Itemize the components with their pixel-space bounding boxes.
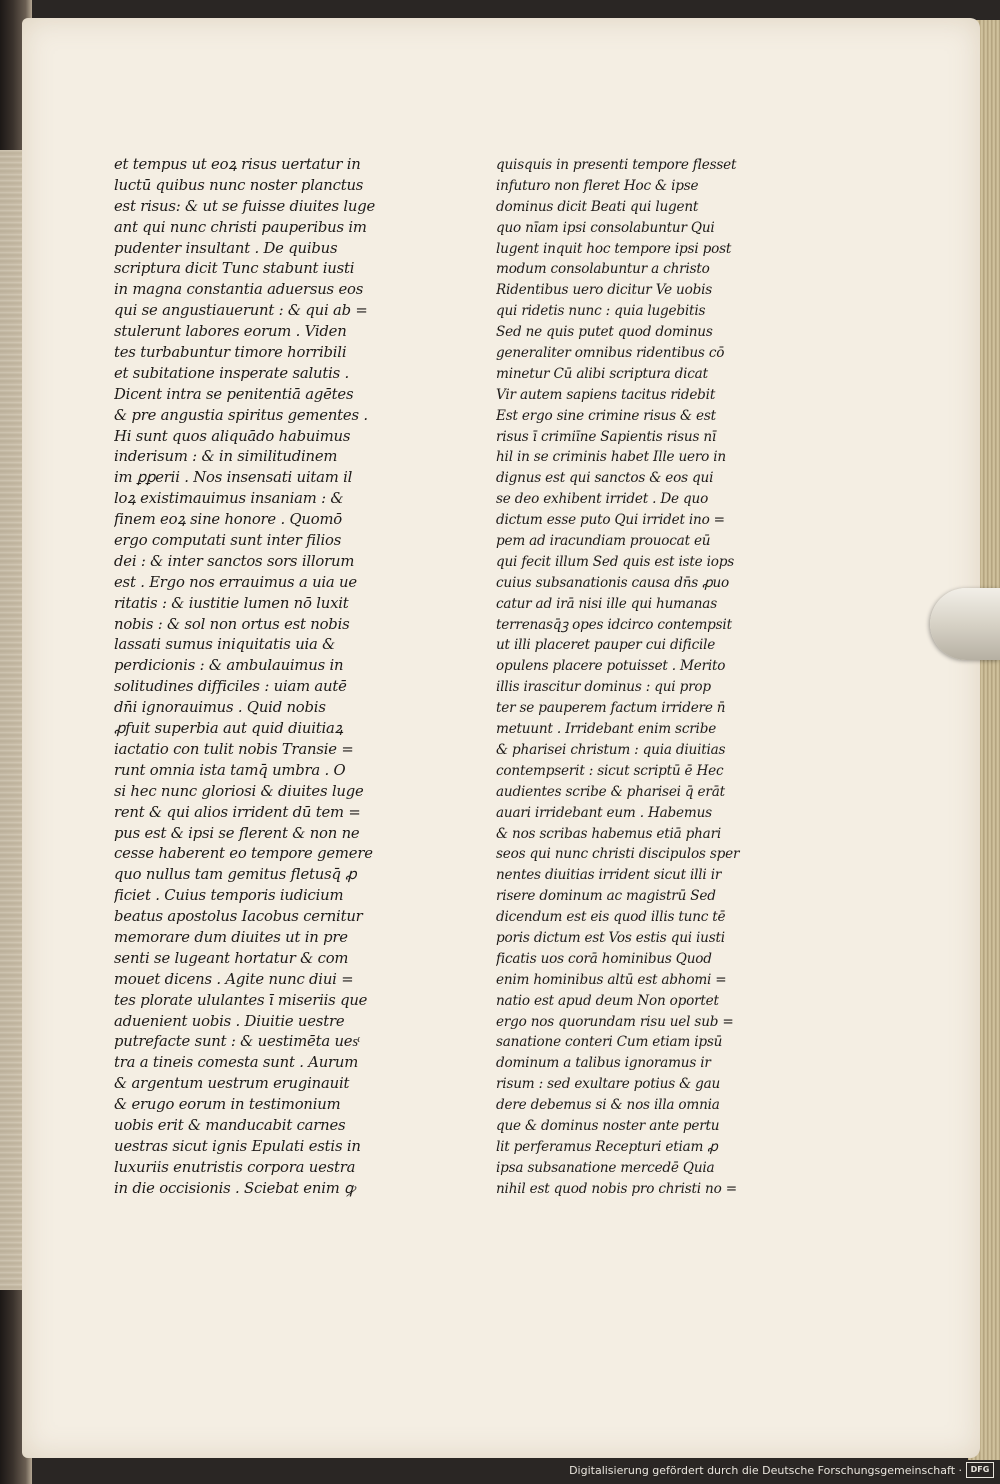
text-line: Est ergo sine crimine risus & est	[496, 407, 716, 424]
text-line: est risus: & ut se fuisse diuites luge	[114, 197, 376, 215]
text-line: luxuriis enutristis corpora uestra	[114, 1158, 356, 1176]
text-line: ficatis uos corā hominibus Quod	[496, 950, 712, 967]
text-line: minetur Cū alibi scriptura dicat	[496, 365, 708, 382]
text-line: & pre angustia spiritus gementes .	[114, 406, 368, 424]
text-line: enim hominibus altū est abhomi =	[496, 971, 727, 988]
text-line: inderisum : & in similitudinem	[114, 448, 338, 466]
credit-text: Digitalisierung gefördert durch die Deutsche Forschungsgemeinschaft ·	[569, 1463, 962, 1477]
text-line: ter se pauperem factum irridere n̄	[496, 700, 726, 717]
text-line: tes plorate ululantes ī miseriis que	[114, 991, 368, 1009]
text-line: catur ad irā nisi ille qui humanas	[496, 595, 717, 612]
text-line: & argentum uestrum eruginauit	[114, 1075, 350, 1093]
text-line: dominus dicit Beati qui lugent	[496, 198, 699, 215]
text-line: nobis : & sol non ortus est nobis	[114, 615, 350, 633]
text-line: auari irridebant eum . Habemus	[496, 804, 712, 821]
text-line: tra a tineis comesta sunt . Aurum	[114, 1054, 359, 1072]
text-line: memorare dum diuites ut in pre	[114, 928, 348, 946]
text-line: lassati sumus iniquitatis uia &	[114, 636, 336, 654]
text-line: que & dominus noster ante pertu	[496, 1117, 720, 1134]
text-line: et subitatione insperate salutis .	[114, 364, 350, 382]
text-line: ritatis : & iustitie lumen nō luxit	[114, 594, 349, 612]
text-line: stulerunt labores eorum . Viden	[114, 323, 347, 341]
text-line: seos qui nunc christi discipulos sper	[496, 846, 740, 863]
text-line: Ridentibus uero dicitur Ve uobis	[496, 282, 712, 299]
text-line: ficiet . Cuius temporis iudicium	[114, 887, 344, 905]
text-line: beatus apostolus Iacobus cernitur	[114, 908, 363, 926]
text-line: Dicent intra se penitentiā agētes	[114, 385, 354, 403]
text-line: in die occisionis . Sciebat enim ꝙ	[114, 1179, 355, 1197]
text-line: hil in se criminis habet Ille uero in	[496, 449, 726, 466]
text-line: nentes diuitias irrident sicut illi ir	[496, 867, 722, 884]
text-line: lit perferamus Recepturi etiam ꝓ	[496, 1138, 718, 1155]
text-line: nihil est quod nobis pro christi no =	[496, 1180, 737, 1197]
text-line: poris dictum est Vos estis qui iusti	[496, 929, 725, 946]
text-line: mouet dicens . Agite nunc diui =	[114, 970, 354, 988]
text-line: risum : sed exultare potius & gau	[496, 1076, 721, 1093]
text-line: in magna constantia aduersus eos	[114, 281, 364, 299]
text-line: rent & qui alios irrident dū tem =	[114, 803, 361, 821]
text-line: natio est apud deum Non oportet	[496, 992, 719, 1009]
text-line: lugent inquit hoc tempore ipsi post	[496, 240, 732, 257]
text-line: ergo computati sunt inter filios	[114, 532, 342, 550]
text-line: illis irascitur dominus : qui prop	[496, 679, 711, 696]
text-line: contempserit : sicut scriptū ē Hec	[496, 762, 724, 779]
text-column-right	[496, 155, 771, 1200]
text-line: terrenasq̄ꝫ opes idcirco contempsit	[496, 616, 732, 633]
text-line: opulens placere potuisset . Merito	[496, 658, 726, 675]
text-line: im ꝑꝑerii . Nos insensati uitam il	[114, 469, 353, 487]
text-line: pem ad iracundiam prouocat eū	[496, 533, 711, 550]
text-line: ergo nos quorundam risu uel sub =	[496, 1013, 734, 1030]
text-line: cuius subsanationis causa dn̄s ꝓuo	[496, 574, 730, 591]
text-line: risus ī crimiīne Sapientis risus nī	[496, 428, 717, 445]
text-line: quo nullus tam gemitus fletusq̄ ꝓ	[114, 866, 357, 884]
text-line: iactatio con tulit nobis Transie =	[114, 740, 354, 758]
text-line: & nos scribas habemus etiā phari	[496, 825, 722, 842]
text-line: si hec nunc gloriosi & diuites luge	[114, 782, 364, 800]
text-line: solitudines difficiles : uiam autē	[114, 678, 347, 696]
text-line: dere debemus si & nos illa omnia	[496, 1097, 720, 1114]
text-line: risere dominum ac magistrū Sed	[496, 888, 716, 905]
book-clip	[930, 588, 1000, 660]
text-line: est . Ergo nos errauimus a uia ue	[114, 573, 357, 591]
text-line: & pharisei christum : quia diuitias	[496, 741, 726, 758]
text-line: scriptura dicit Tunc stabunt iusti	[114, 260, 355, 278]
text-line: qui fecit illum Sed quis est iste iops	[496, 553, 735, 570]
digitization-credit	[569, 1460, 994, 1480]
text-line: & erugo eorum in testimonium	[114, 1096, 341, 1114]
text-line: ant qui nunc christi pauperibus im	[114, 218, 367, 236]
text-line: pus est & ipsi se flerent & non ne	[114, 824, 360, 842]
text-line: putrefacte sunt : & uestimēta uesͭ	[114, 1033, 358, 1051]
text-line: dei : & inter sanctos sors illorum	[114, 552, 355, 570]
text-line: Sed ne quis putet quod dominus	[496, 324, 713, 341]
text-line: dicendum est eis quod illis tunc tē	[496, 909, 726, 926]
text-line: pudenter insultant . De quibus	[114, 239, 338, 257]
text-line: luctū quibus nunc noster planctus	[114, 176, 364, 194]
text-line: dn̄i ignorauimus . Quid nobis	[114, 699, 326, 717]
text-line: et tempus ut eoꝝ risus uertatur in	[114, 156, 361, 173]
text-line: dictum esse puto Qui irridet ino =	[496, 512, 725, 529]
text-column-left	[114, 155, 444, 1200]
text-line: uestras sicut ignis Epulati estis in	[114, 1137, 361, 1155]
text-line: modum consolabuntur a christo	[496, 261, 710, 278]
text-line: qui se angustiauerunt : & qui ab =	[114, 302, 368, 320]
text-line: sanatione conteri Cum etiam ipsū	[496, 1034, 723, 1051]
text-line: Vir autem sapiens tacitus ridebit	[496, 386, 716, 403]
text-line: qui ridetis nunc : quia lugebitis	[496, 303, 706, 320]
text-line: quo nīam ipsi consolabuntur Qui	[496, 219, 715, 236]
dfg-logo: DFG	[966, 1462, 994, 1478]
text-line: dignus est qui sanctos & eos qui	[496, 470, 714, 487]
text-line: ut illi placeret pauper cui dificile	[496, 637, 716, 654]
text-line: uobis erit & manducabit carnes	[114, 1116, 346, 1134]
text-line: aduenient uobis . Diuitie uestre	[114, 1012, 345, 1030]
text-line: dominum a talibus ignoramus ir	[496, 1055, 711, 1072]
text-line: quisquis in presenti tempore flesset	[496, 157, 737, 173]
text-line: se deo exhibent irridet . De quo	[496, 491, 709, 508]
text-line: ipsa subsanatione mercedē Quia	[496, 1159, 715, 1176]
text-line: cesse haberent eo tempore gemere	[114, 845, 373, 863]
text-line: tes turbabuntur timore horribili	[114, 344, 347, 362]
text-line: runt omnia ista tamq̄ umbra . O	[114, 761, 346, 779]
text-line: Hi sunt quos aliquādo habuimus	[114, 427, 351, 445]
text-line: senti se lugeant hortatur & com	[114, 949, 349, 967]
text-line: finem eoꝝ sine honore . Quomō	[114, 511, 342, 529]
text-line: generaliter omnibus ridentibus cō	[496, 345, 725, 362]
text-line: infuturo non fleret Hoc & ipse	[496, 177, 699, 194]
text-line: loꝝ existimauimus insaniam : &	[114, 490, 344, 508]
text-line: ꝓfuit superbia aut quid diuitiaꝝ	[114, 720, 344, 738]
text-line: audientes scribe & pharisei q̄ erāt	[496, 783, 725, 800]
text-line: metuunt . Irridebant enim scribe	[496, 721, 717, 738]
text-line: perdicionis : & ambulauimus in	[114, 657, 344, 675]
